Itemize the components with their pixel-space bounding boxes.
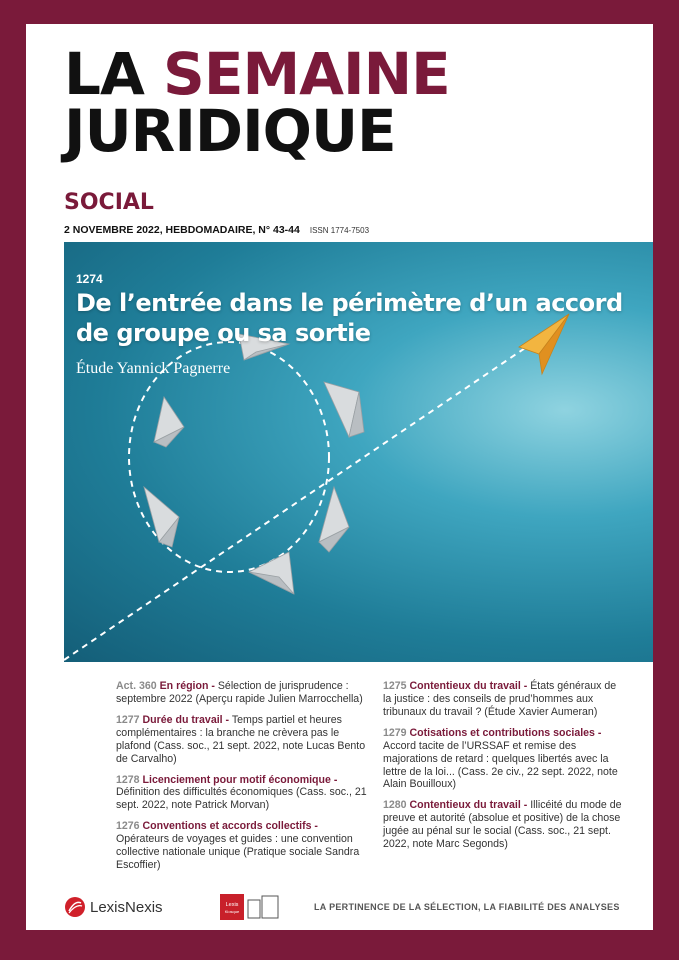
- toc-item: [116, 774, 371, 813]
- toc-item-category: Cotisations et contributions sociales -: [409, 726, 602, 739]
- lexisnexis-wordmark: LexisNexis: [90, 898, 163, 916]
- grey-paper-plane-bottom: [249, 552, 294, 594]
- masthead-juridique: JURIDIQUE: [64, 96, 396, 165]
- table-of-contents-right: [383, 680, 623, 859]
- issue-date: 2 NOVEMBRE 2022, HEBDOMADAIRE, N° 43-44: [64, 224, 300, 236]
- toc-item-text: États généraux de la justice : des conseils de prud’hommes aux tribunaux du travail ? (Étude Xavier Aumeran): [383, 680, 617, 718]
- cover-page: [26, 24, 653, 930]
- toc-item-text: Définition des difficultés économiques (Cass. soc., 21 sept. 2022, note Patrick Morvan): [116, 786, 367, 812]
- masthead: [64, 40, 450, 165]
- toc-item: [116, 714, 371, 766]
- masthead-la: LA: [64, 40, 164, 108]
- grey-paper-plane-lowright: [319, 487, 349, 552]
- tagline: LA PERTINENCE DE LA SÉLECTION, LA FIABILITÉ DES ANALYSES: [314, 902, 620, 912]
- toc-item-number: 1276: [116, 820, 140, 833]
- toc-item-number: 1278: [116, 773, 140, 786]
- footer: [64, 892, 653, 922]
- toc-item-category: En région -: [159, 680, 215, 692]
- toc-item: [116, 820, 371, 872]
- grey-paper-plane-right: [324, 382, 364, 437]
- dashed-trajectory: [64, 342, 534, 660]
- masthead-line-1: [64, 40, 450, 108]
- toc-item: [383, 799, 623, 851]
- toc-item-category: Contentieux du travail -: [409, 799, 528, 812]
- toc-item-category: Licenciement pour motif économique -: [142, 773, 338, 786]
- grey-paper-plane-lowleft: [144, 487, 179, 547]
- table-of-contents-left: [116, 680, 371, 880]
- hero-image: [64, 242, 653, 662]
- svg-text:Kiosque: Kiosque: [224, 909, 240, 914]
- toc-item-category: Conventions et accords collectifs -: [142, 820, 318, 833]
- masthead-semaine: SEMAINE: [163, 40, 450, 108]
- feature-article-author: Étude Yannick Pagnerre: [76, 360, 231, 377]
- toc-item: [383, 680, 623, 719]
- toc-item-number: Act. 360: [116, 680, 157, 692]
- toc-item: [116, 680, 371, 706]
- grey-paper-plane-left: [154, 397, 184, 447]
- svg-text:Lexis: Lexis: [225, 902, 239, 908]
- issue-line: [64, 224, 369, 236]
- feature-article-title: De l’entrée dans le périmètre d’un accord de groupe ou sa sortie: [76, 289, 623, 347]
- feature-article-number: 1274: [76, 272, 103, 286]
- toc-item-text: Accord tacite de l’URSSAF et remise des majorations de retard : quelques libertés avec la lettre de la loi... (Cass. 2e civ., 22 sept. 2022, note Alain Bouilloux): [383, 739, 618, 791]
- toc-item-number: 1277: [116, 713, 140, 726]
- section-title: SOCIAL: [64, 190, 154, 215]
- toc-item-text: Opérateurs de voyages et guides : une convention collective nationale unique (Pratique sociale Sandra Escoffier): [116, 833, 360, 872]
- issn: ISSN 1774-7503: [309, 226, 370, 235]
- toc-item-category: Contentieux du travail -: [409, 680, 528, 692]
- toc-item-number: 1275: [383, 680, 407, 692]
- toc-item-text: Temps partiel et heures complémentaires : la branche ne crèvera pas le plafond (Cass. soc., 21 sept. 2022, note Lucas Bento de Carvalho): [116, 713, 366, 765]
- toc-item: [383, 727, 623, 792]
- lexis-kiosque-icon: [220, 894, 280, 920]
- toc-item-text: Sélection de jurisprudence : septembre 2022 (Aperçu rapide Julien Marrocchella): [116, 680, 363, 705]
- toc-item-number: 1280: [383, 799, 407, 812]
- toc-item-text: Illicéité du mode de preuve et autorité (absolue et positive) de la chose jugée au pénal sur le social (Cass. soc., 21 sept. 2022, note Marc Segonds): [383, 799, 622, 851]
- lexisnexis-logo: [64, 896, 163, 918]
- toc-item-number: 1279: [383, 726, 407, 739]
- toc-item-category: Durée du travail -: [142, 713, 230, 726]
- lexisnexis-emblem-icon: [64, 896, 86, 918]
